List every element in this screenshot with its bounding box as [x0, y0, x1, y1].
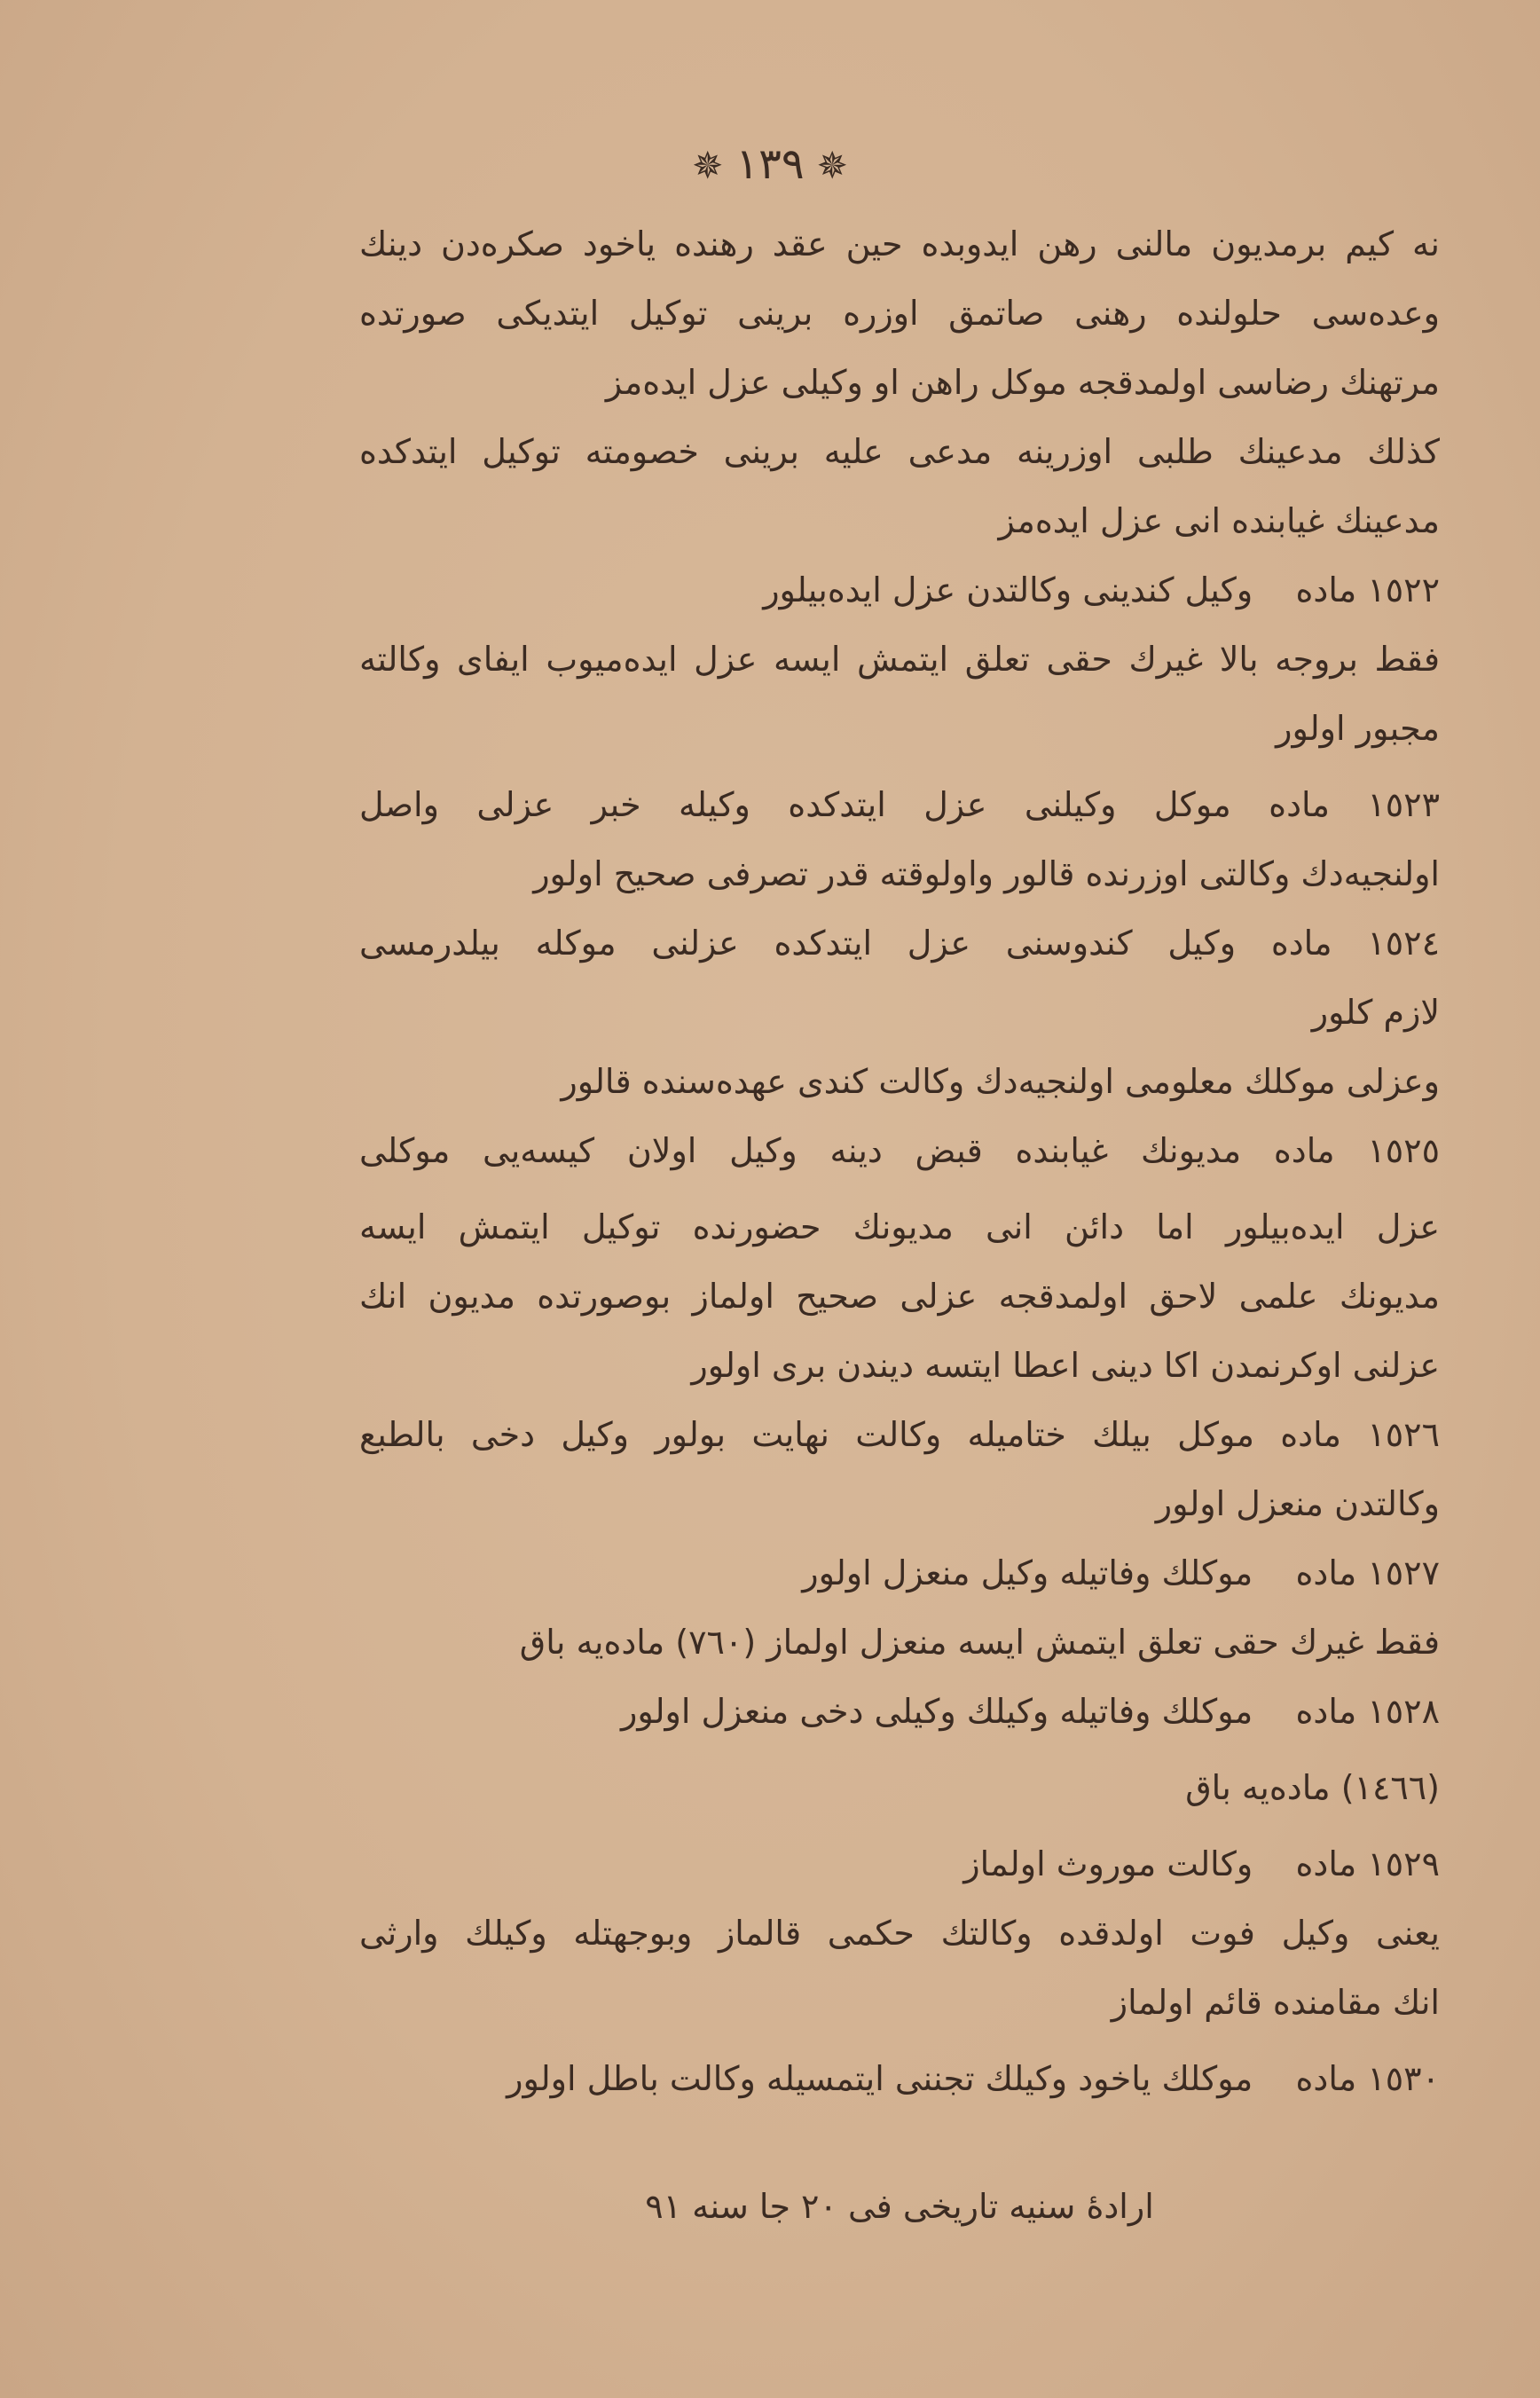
text-line: مدعینك غیابنده انی عزل ایده‌مز	[998, 501, 1440, 540]
text-line: لازم کلور	[1311, 993, 1440, 1032]
decree-date-footer: ارادهٔ سنیه تاریخی فی ٢٠ جا سنه ٩١	[645, 2187, 1154, 2226]
text-line: انك مقامنده قائم اولماز	[1111, 1983, 1440, 2022]
page-number: ١٣٩	[735, 139, 805, 189]
page-body	[359, 209, 1440, 2113]
article-1522: ١٥٢٢ ماده وکیل کندینی وکالتدن عزل ایده‌بیلور	[763, 570, 1440, 609]
text-line: فقط بروجه بالا غیرك حقی تعلق ایتمش ایسه عزل ایده‌میوب ایفای وکالته	[359, 640, 1440, 679]
page-header	[0, 133, 1540, 197]
text-line: اولنجیه‌دك وکالتی اوزرنده قالور واولوقته قدر تصرفی صحیح اولور	[533, 854, 1440, 893]
text-line: مدیونك علمی لاحق اولمدقجه عزلی صحیح اولماز بوصورتده مدیون انك	[359, 1277, 1440, 1316]
text-line: مجبور اولور	[1276, 709, 1440, 748]
article-1528: ١٥٢٨ ماده موکلك وفاتیله وکیلك وکیلی دخی منعزل اولور	[620, 1692, 1440, 1731]
text-line: نه کیم برمدیون مالنی رهن ایدوبده حین عقد رهنده یاخود صکره‌دن دینك	[359, 224, 1440, 263]
text-line: کذلك مدعینك طلبی اوزرینه مدعی علیه برینی خصومته توکیل ایتدکده	[359, 432, 1440, 471]
text-line: وعزلی موکلك معلومی اولنجیه‌دك وکالت کندی عهده‌سنده قالور	[561, 1062, 1440, 1101]
article-1529: ١٥٢٩ ماده وکالت موروث اولماز	[963, 1844, 1440, 1883]
text-line: عزل ایده‌بیلور اما دائن انی مدیونك حضورنده توکیل ایتمش ایسه	[359, 1207, 1440, 1246]
text-line: عزلنی اوکرنمدن اکا دینی اعطا ایتسه دیندن بری اولور	[691, 1346, 1440, 1385]
text-line: یعنی وکیل فوت اولدقده وکالتك حکمی قالماز وبوجهتله وکیلك وارثی	[359, 1914, 1440, 1953]
text-line: وکالتدن منعزل اولور	[1155, 1484, 1440, 1523]
article-1530: ١٥٣٠ ماده موکلك یاخود وکیلك تجننی ایتمسیله وکالت باطل اولور	[507, 2059, 1440, 2098]
text-line: فقط غیرك حقی تعلق ایتمش ایسه منعزل اولماز (٧٦٠) ماده‌یه باق	[519, 1623, 1440, 1662]
article-1526: ١٥٢٦ ماده موکل بیلك ختامیله وکالت نهایت بولور وکیل دخی بالطبع	[359, 1415, 1440, 1454]
article-1524: ١٥٢٤ ماده وکیل کندوسنی عزل ایتدکده عزلنی موکله بیلدرمسی	[359, 924, 1440, 963]
ornament-icon: ✵	[816, 144, 848, 187]
text-line: (١٤٦٦) ماده‌یه باق	[1185, 1768, 1440, 1807]
article-1527: ١٥٢٧ ماده موکلك وفاتیله وکیل منعزل اولور	[802, 1553, 1440, 1592]
ornament-icon: ✵	[692, 144, 724, 187]
article-1523: ١٥٢٣ ماده موکل وکیلنی عزل ایتدکده وکیله خبر عزلی واصل	[359, 785, 1440, 824]
text-line: مرتهنك رضاسی اولمدقجه موکل راهن او وکیلی عزل ایده‌مز	[605, 363, 1440, 402]
article-1525: ١٥٢٥ ماده مدیونك غیابنده قبض دینه وکیل اولان کیسه‌یی موکلی	[359, 1131, 1440, 1170]
page-content	[359, 209, 1440, 2237]
text-line: وعده‌سی حلولنده رهنی صاتمق اوزره برینی توکیل ایتدیکی صورتده	[359, 294, 1440, 333]
